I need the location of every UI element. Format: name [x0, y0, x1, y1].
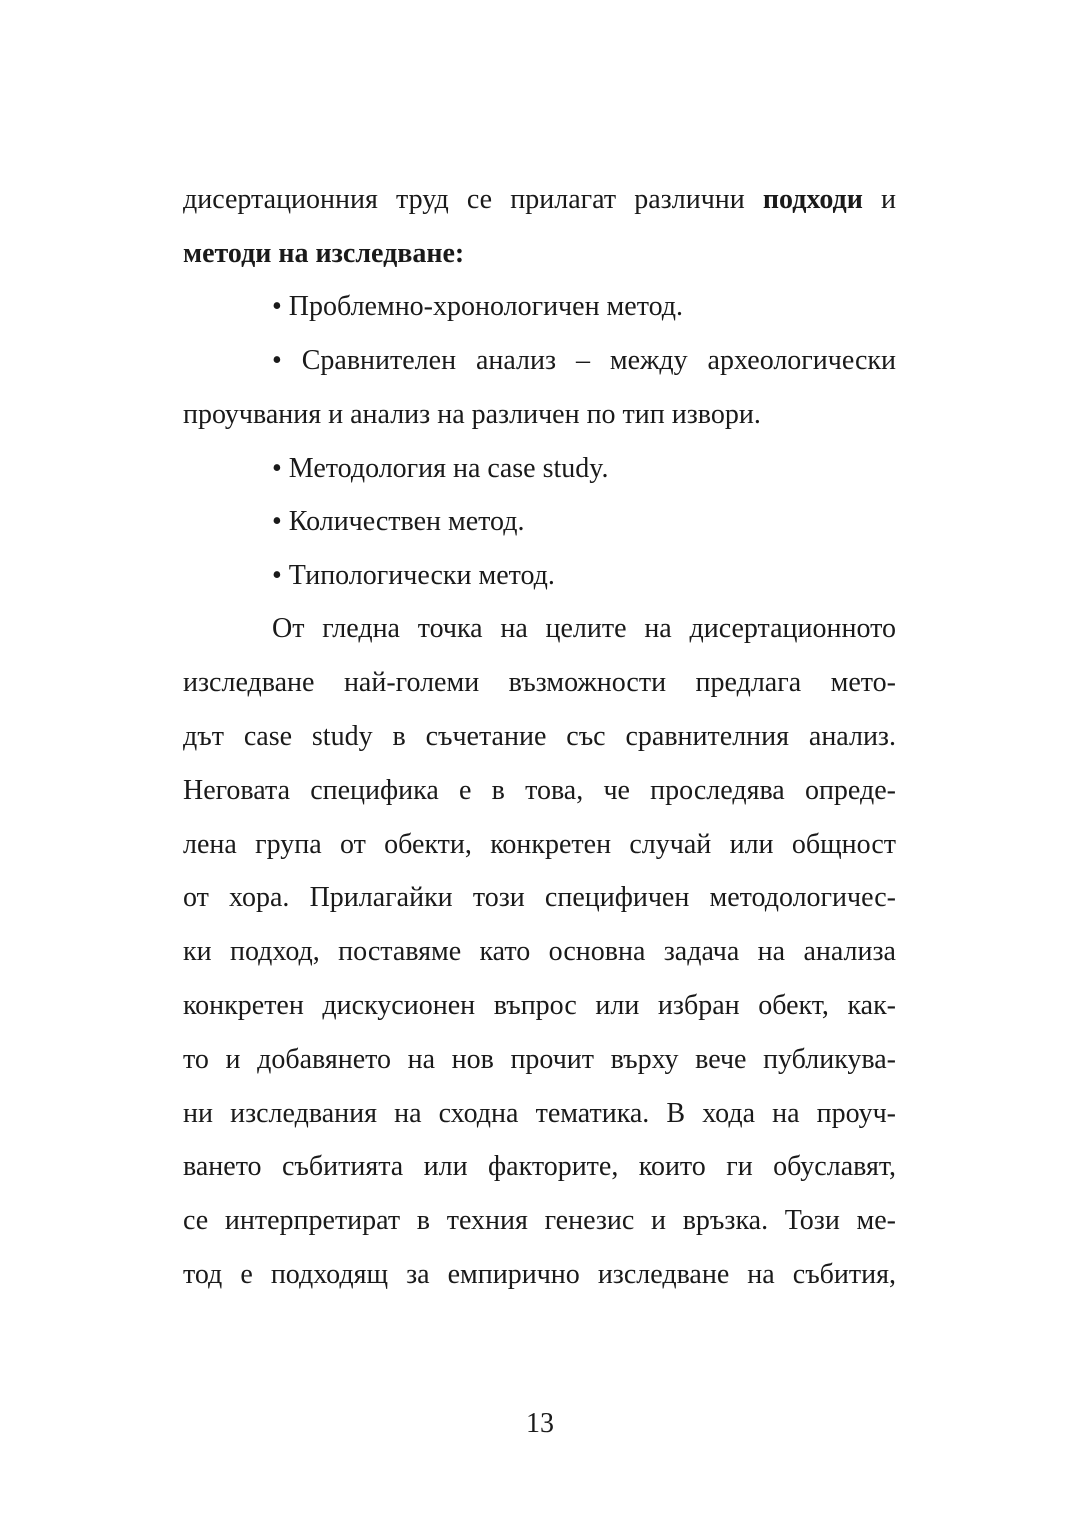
methods-heading: методи на изследване:: [183, 238, 465, 269]
paragraph-line: тод е подходящ за емпирично изследване на събития,: [183, 1259, 896, 1290]
bullet-item-3: • Методология на case study.: [272, 453, 609, 484]
paragraph-line: ки подход, поставяме като основна задача на анализа: [183, 936, 896, 967]
bullet-item-5: • Типологически метод.: [272, 560, 555, 591]
paragraph-line: ването събитията или факторите, които ги обуславят,: [183, 1151, 896, 1182]
approaches-bold: подходи: [762, 184, 863, 215]
paragraph-line: се интерпретират в техния генезис и връзка. Този ме-: [183, 1205, 896, 1236]
paragraph-line: от хора. Прилагайки този специфичен методологичес-: [183, 882, 896, 913]
intro-text: дисертационния труд се прилагат различни: [183, 184, 763, 215]
bullet-item-1: • Проблемно-хронологичен метод.: [272, 291, 684, 322]
paragraph-line: Неговата специфика е в това, че проследява опреде-: [183, 775, 896, 806]
paragraph-line: то и добавянето на нов прочит върху вече публикува-: [183, 1044, 896, 1075]
bullet-item-4: • Количествен метод.: [272, 506, 525, 537]
paragraph-line: ни изследвания на сходна тематика. В хода на проуч-: [183, 1098, 896, 1129]
intro-conjunction: и: [862, 184, 897, 215]
paragraph-line: От гледна точка на целите на дисертационното: [272, 613, 896, 644]
paragraph-line: дът case study в съчетание със сравнителния анализ.: [183, 721, 896, 752]
paragraph-line: изследване най-големи възможности предлага мето-: [183, 667, 896, 698]
page-number: 13: [526, 1408, 554, 1439]
bullet-item-2-continuation: проучвания и анализ на различен по тип извори.: [183, 399, 761, 430]
intro-line-1: [183, 180, 896, 220]
bullet-item-2: • Сравнителен анализ – между археологически: [272, 345, 896, 376]
paragraph-line: конкретен дискусионен въпрос или избран обект, как-: [183, 990, 896, 1021]
paragraph-line: лена група от обекти, конкретен случай или общност: [183, 829, 896, 860]
